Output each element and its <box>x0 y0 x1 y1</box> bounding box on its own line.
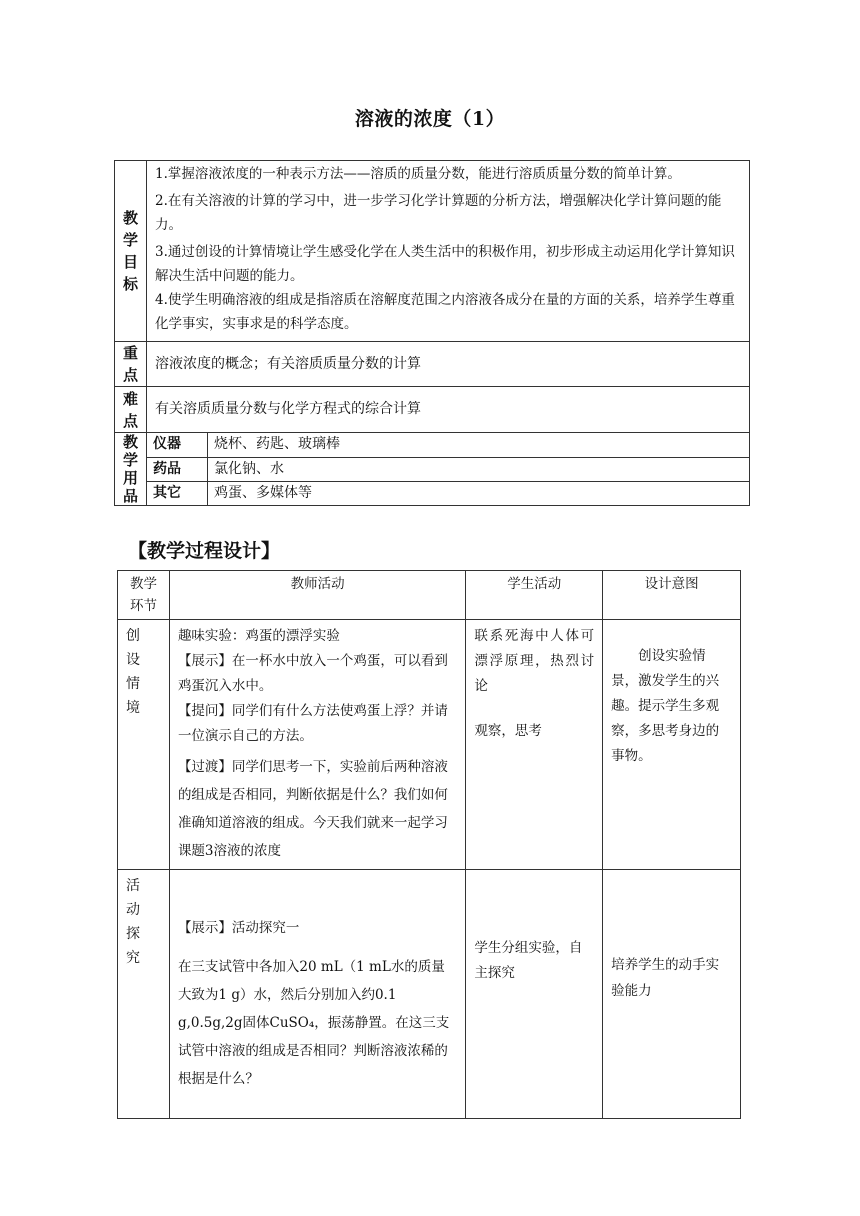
objectives-content <box>147 161 750 342</box>
header-teacher-activity: 教师活动 <box>169 571 465 620</box>
stage-cell: 活 动 探 究 <box>118 870 170 1119</box>
material-value: 鸡蛋、多媒体等 <box>208 482 750 506</box>
objective-item: 4.使学生明确溶液的组成是指溶质在溶解度范围之内溶液各成分在量的方面的关系，培养学生尊重化学事实，实事求是的科学态度。 <box>155 292 735 332</box>
material-label: 其它 <box>147 482 208 506</box>
objectives-table <box>114 160 750 506</box>
student-activity-cell: 联系死海中人体可漂浮原理，热烈讨论 观察，思考 <box>466 620 603 870</box>
design-intent-cell: 培养学生的动手实验能力 <box>603 870 741 1119</box>
header-student-activity: 学生活动 <box>466 571 603 620</box>
material-label: 仪器 <box>147 433 208 458</box>
objectives-label: 教 学 目 标 <box>115 161 147 342</box>
table-row <box>118 870 741 1119</box>
student-activity-cell: 学生分组实验，自主探究 <box>466 870 603 1119</box>
key-points-label: 重 点 <box>115 342 147 387</box>
materials-label: 教 学 用 品 <box>115 433 147 506</box>
material-value: 烧杯、药匙、玻璃棒 <box>208 433 750 458</box>
material-label: 药品 <box>147 458 208 482</box>
difficult-points-label: 难 点 <box>115 387 147 433</box>
table-row <box>118 620 741 870</box>
section-heading: 【教学过程设计】 <box>128 540 281 562</box>
header-design-intent: 设计意图 <box>603 571 741 620</box>
design-intent-cell: 创设实验情景，激发学生的兴趣。提示学生多观察，多思考身边的事物。 <box>603 620 741 870</box>
stage-cell: 创 设 情 境 <box>118 620 170 870</box>
page-title: 溶液的浓度（1） <box>354 108 506 130</box>
difficult-points-value: 有关溶质质量分数与化学方程式的综合计算 <box>147 387 750 433</box>
objective-item: 2.在有关溶液的计算的学习中，进一步学习化学计算题的分析方法，增强解决化学计算问题的能力。 <box>155 193 722 233</box>
header-stage: 教学 环节 <box>118 571 170 620</box>
objective-item: 3.通过创设的计算情境让学生感受化学在人类生活中的积极作用，初步形成主动运用化学计算知识解决生活中问题的能力。 <box>155 244 735 284</box>
teacher-activity-cell: 趣味实验：鸡蛋的漂浮实验 【展示】在一杯水中放入一个鸡蛋，可以看到鸡蛋沉入水中。 【提问】同学们有什么方法使鸡蛋上浮？并请一位演示自己的方法。 【过渡】同学们思考一下，实验前后两种溶液的组成是否相同，判断依据是什么？我们如何准确知道溶液的组成。今天我们就来一起学习课题3溶液的浓度 <box>169 620 465 870</box>
teacher-activity-cell: 【展示】活动探究一 在三支试管中各加入20 mL（1 mL水的质量大致为1 g）水，然后分别加入约0.1 g,0.5g,2g固体CuSO₄，振荡静置。在这三支试管中溶液的组成是否相同？判断溶液浓稀的根据是什么？ <box>169 870 465 1119</box>
key-points-value: 溶液浓度的概念；有关溶质质量分数的计算 <box>147 342 750 387</box>
material-value: 氯化钠、水 <box>208 458 750 482</box>
objective-item: 1.掌握溶液浓度的一种表示方法——溶质的质量分数，能进行溶质质量分数的简单计算。 <box>155 166 681 182</box>
process-table <box>117 570 741 1119</box>
